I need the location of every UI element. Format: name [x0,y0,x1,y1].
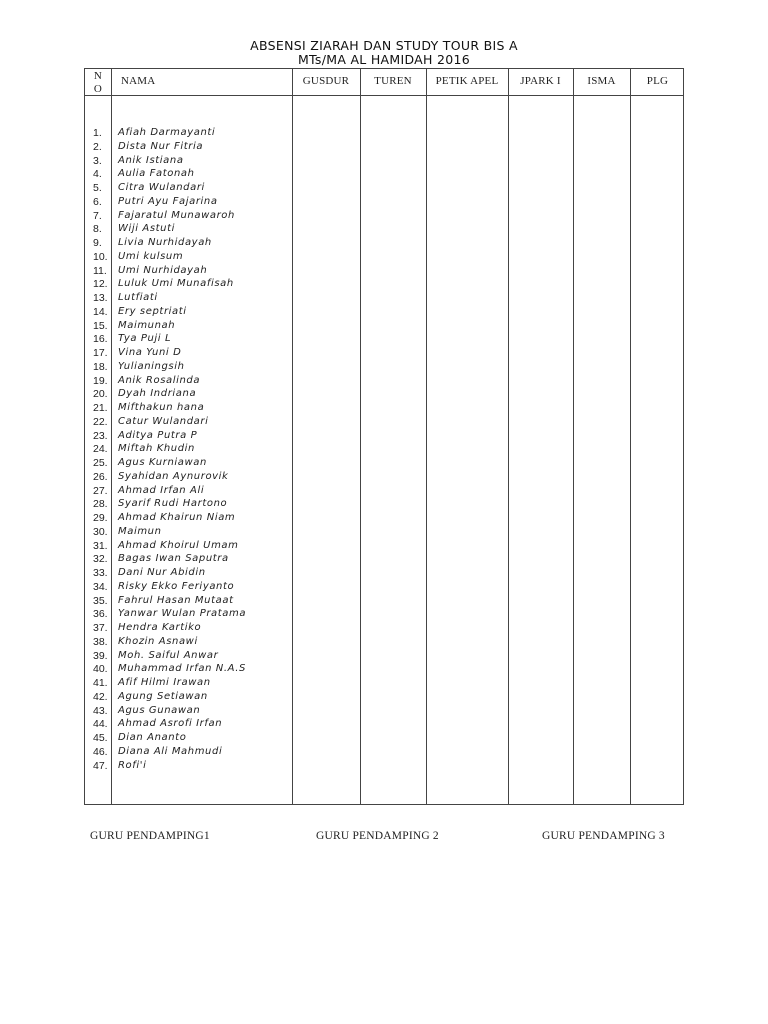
student-name: Ahmad Khoirul Umam [118,539,239,551]
row-number: 37. [93,622,108,634]
table-row [85,650,305,664]
header-divider [85,95,683,96]
student-name: Risky Ekko Feriyanto [118,580,235,592]
student-name: Syahidan Aynurovik [118,470,229,482]
row-number: 9. [93,237,102,249]
row-number: 35. [93,594,108,607]
student-name: Agung Setiawan [118,690,208,702]
student-name: Fahrul Hasan Mutaat [118,594,234,606]
table-row [85,306,305,320]
footer-guru-1: GURU PENDAMPING1 [90,830,210,842]
student-name: Wiji Astuti [118,223,176,235]
table-row [85,251,305,265]
row-number: 38. [93,635,108,648]
table-row [85,636,305,650]
row-number: 43. [93,704,108,717]
row-number: 25. [93,457,108,469]
row-number: 17. [93,347,108,359]
table-row [85,278,305,292]
table-row [85,718,305,732]
student-name: Maimunah [118,319,176,331]
table-row [85,292,305,306]
student-name: Livia Nurhidayah [118,237,212,248]
student-name: Miftah Khudin [118,443,195,455]
row-number: 45. [93,732,108,744]
row-number: 8. [93,223,102,236]
table-row [85,471,305,485]
row-number: 4. [93,168,102,181]
row-number: 39. [93,649,108,662]
student-name: Ahmad Khairun Niam [118,512,236,523]
table-row [85,581,305,595]
row-number: 46. [93,745,108,758]
column-divider [426,69,427,804]
row-number: 15. [93,319,108,332]
row-number: 32. [93,553,108,566]
table-row [85,416,305,430]
student-name: Dista Nur Fitria [118,140,204,152]
student-name: Moh. Saiful Anwar [118,649,219,661]
student-name: Ahmad Irfan Ali [118,484,205,496]
row-number: 44. [93,718,108,731]
row-number: 29. [93,512,108,524]
table-row [85,320,305,334]
row-number: 41. [93,677,108,689]
row-number: 20. [93,388,108,401]
row-number: 21. [93,402,108,414]
table-row [85,663,305,677]
table-row [85,237,305,251]
table-row [85,182,305,196]
student-name: Yulianingsih [118,360,185,372]
table-row [85,732,305,746]
table-row [85,567,305,581]
row-number: 16. [93,333,108,346]
row-number: 13. [93,292,108,304]
header-gusdur: GUSDUR [302,75,350,87]
document-subtitle: MTs/MA AL HAMIDAH 2016 [297,52,471,67]
student-name: Muhammad Irfan N.A.S [118,663,247,675]
student-name: Mifthakun hana [118,402,205,413]
row-number: 23. [93,429,108,442]
table-row [85,498,305,512]
table-row [85,553,305,567]
row-number: 18. [93,360,108,373]
student-name: Agus Kurniawan [118,457,207,468]
student-name: Hendra Kartiko [118,622,202,633]
table-row [85,127,305,141]
student-name: Afif Hilmi Irawan [118,677,211,688]
row-number: 6. [93,195,102,208]
table-row [85,430,305,444]
row-number: 11. [93,264,107,277]
student-name: Anik Istiana [118,154,184,166]
row-number: 12. [93,278,108,291]
attendance-table [84,68,684,805]
table-row [85,760,305,774]
table-row [85,347,305,361]
student-name: Tya Puji L [118,333,172,345]
student-name: Bagas Iwan Saputra [118,553,229,565]
student-name: Yanwar Wulan Pratama [118,608,247,620]
table-row [85,168,305,182]
student-name: Anik Rosalinda [118,374,201,386]
row-number: 7. [93,209,102,222]
header-turen: TUREN [374,75,412,87]
row-number: 2. [93,140,102,153]
row-number: 3. [93,154,102,167]
row-number: 47. [93,759,108,772]
row-number: 42. [93,690,108,703]
row-number: 22. [93,415,108,428]
student-name: Umi Nurhidayah [118,264,208,276]
row-number: 24. [93,443,108,456]
student-name: Ahmad Asrofi Irfan [118,718,223,730]
table-row [85,141,305,155]
student-name: Citra Wulandari [118,182,205,193]
table-row [85,540,305,554]
row-number: 33. [93,567,108,579]
row-number: 26. [93,470,108,483]
row-number: 28. [93,498,108,511]
table-row [85,512,305,526]
header-nama: NAMA [121,75,156,87]
column-divider [630,69,631,804]
table-row [85,388,305,402]
table-row [85,595,305,609]
student-name: Khozin Asnawi [118,635,198,647]
row-number: 30. [93,525,108,538]
student-name: Vina Yuni D [118,347,182,358]
student-name: Ery septriati [118,305,187,317]
student-name: Aditya Putra P [118,429,198,441]
student-name: Agus Gunawan [118,704,201,716]
student-name: Maimun [118,525,162,537]
student-name: Dani Nur Abidin [118,567,206,578]
table-row [85,443,305,457]
row-number: 27. [93,484,108,497]
row-number: 10. [93,250,108,263]
row-number: 5. [93,182,102,194]
table-row [85,333,305,347]
student-name: Afiah Darmayanti [118,127,216,138]
row-number: 36. [93,608,108,621]
header-jpark: JPARK I [520,75,561,87]
table-row [85,210,305,224]
document-title: ABSENSI ZIARAH DAN STUDY TOUR BIS A [250,38,518,53]
header-no: N O [93,70,103,95]
table-row [85,265,305,279]
student-name: Syarif Rudi Hartono [118,498,228,510]
row-number: 14. [93,305,108,318]
row-number: 34. [93,580,108,593]
student-name: Umi kulsum [118,250,184,262]
table-row [85,705,305,719]
table-row [85,691,305,705]
student-name: Rofi'i [118,759,147,771]
table-row [85,608,305,622]
student-name: Luluk Umi Munafisah [118,278,234,290]
student-name: Lutfiati [118,292,158,303]
column-divider [360,69,361,804]
row-number: 31. [93,539,108,552]
table-row [85,622,305,636]
table-row [85,677,305,691]
table-row [85,485,305,499]
student-name: Aulia Fatonah [118,168,195,180]
student-name: Putri Ayu Fajarina [118,195,218,207]
column-divider [508,69,509,804]
table-row [85,526,305,540]
student-name: Diana Ali Mahmudi [118,745,223,757]
table-row [85,361,305,375]
header-isma: ISMA [587,75,616,87]
student-name: Fajaratul Munawaroh [118,209,235,221]
table-row [85,402,305,416]
footer-guru-3: GURU PENDAMPING 3 [542,830,665,842]
column-divider [573,69,574,804]
row-number: 40. [93,663,108,676]
header-petik-apel: PETIK APEL [435,75,499,87]
row-number: 19. [93,374,108,387]
row-number: 1. [93,127,102,139]
table-row [85,457,305,471]
student-name: Dian Ananto [118,732,187,743]
header-plg: PLG [646,75,669,87]
student-name: Catur Wulandari [118,415,209,427]
table-row [85,223,305,237]
table-row [85,196,305,210]
table-row [85,155,305,169]
table-row [85,746,305,760]
table-row [85,375,305,389]
student-name: Dyah Indriana [118,388,197,400]
footer-guru-2: GURU PENDAMPING 2 [316,830,439,842]
